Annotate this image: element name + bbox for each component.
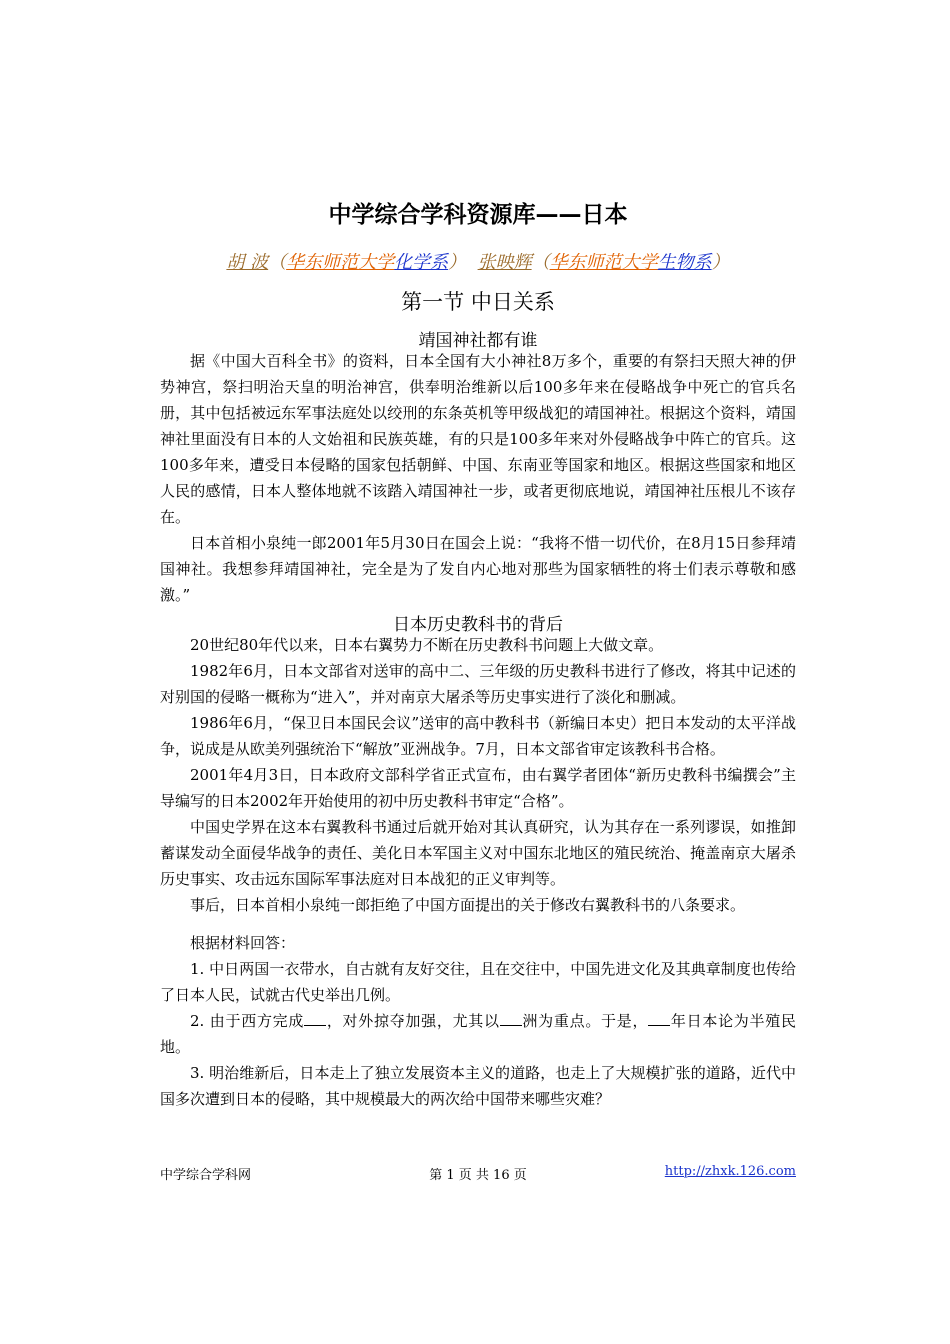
questions-intro: 根据材料回答： [190,934,296,952]
question-3: 3. 明治维新后，日本走上了独立发展资本主义的道路，也走上了大规模扩张的道路，近代中国多次遭到日本的侵略，其中规模最大的两次给中国带来哪些灾难？ [160,1064,796,1108]
paragraph: 日本首相小泉纯一郎2001年5月30日在国会上说：“我将不惜一切代价，在8月15日参拜靖国神社。我想参拜靖国神社，完全是为了发自内心地对那些为国家牺牲的将士们表示尊敬和感激。” [160,534,796,604]
question-2-part: 洲为重点。于是， [521,1012,649,1030]
answer-blank [648,1025,670,1026]
department-link-chemistry[interactable]: 化学系 [394,252,449,273]
author-link-hu-bo[interactable]: 胡 波 [226,252,269,273]
subheading-textbook: 日本历史教科书的背后 [393,615,563,635]
author-line [160,248,796,274]
question-2 [160,1008,796,1060]
part1-body [160,348,796,608]
author-link-zhang-yinghui[interactable]: 张映辉 [477,252,532,273]
subheading-yasukuni: 靖国神社都有谁 [418,331,538,351]
paragraph: 1986年6月，“保卫日本国民会议”送审的高中教科书（新编日本史）把日本发动的太平洋战争，说成是从欧美列强统治下“解放”亚洲战争。7月，日本文部省审定该教科书合格。 [160,714,796,758]
question-2-part: 年日本论为半殖民地。 [160,1012,796,1056]
university-link[interactable]: 华东师范大学 [549,252,658,273]
answer-blank [500,1025,522,1026]
paragraph: 1982年6月，日本文部省对送审的高中二、三年级的历史教科书进行了修改，将其中记述的对别国的侵略一概称为“进入”，并对南京大屠杀等历史事实进行了淡化和删减。 [160,662,796,706]
section-title: 第一节 中日关系 [401,290,555,314]
footer-page-number: 第 1 页 共 16 页 [429,1168,527,1183]
department-link-biology[interactable]: 生物系 [657,252,712,273]
paren-close: ） [448,252,467,273]
document-title: 中学综合学科资源库——日本 [328,202,628,228]
question-2-part: 2. 由于西方完成 [190,1012,305,1030]
paren-close: ） [711,252,730,273]
answer-blank [304,1025,326,1026]
footer-site-name: 中学综合学科网 [160,1168,252,1183]
footer-url-link[interactable]: http://zhxk.126.com [664,1164,796,1179]
question-1: 1. 中日两国一衣带水，自古就有友好交往，且在交往中，中国先进文化及其典章制度也传给了日本人民，试就古代史举出几例。 [160,960,796,1004]
paragraph: 据《中国大百科全书》的资料，日本全国有大小神社8万多个，重要的有祭扫天照大神的伊势神宫，祭扫明治天皇的明治神宫，供奉明治维新以后100多年来在侵略战争中死亡的官兵名册，其中包括被远东军事法庭处以绞刑的东条英机等甲级战犯的靖国神社。根据这个资料，靖国神社里面没有日本的人文始祖和民族英雄，有的只是100多年来对外侵略战争中阵亡的官兵。这100多年来，遭受日本侵略的国家包括朝鲜、中国、东南亚等国家和地区。根据这些国家和地区人民的感情，日本人整体地就不该踏入靖国神社一步，或者更彻底地说，靖国神社压根儿不该存在。 [160,352,796,526]
university-link[interactable]: 华东师范大学 [286,252,395,273]
paragraph: 中国史学界在这本右翼教科书通过后就开始对其认真研究，认为其存在一系列谬误，如推卸蓄谋发动全面侵华战争的责任、美化日本军国主义对中国东北地区的殖民统治、掩盖南京大屠杀历史事实、攻击远东国际军事法庭对日本战犯的正义审判等。 [160,818,796,888]
part2-body [160,632,796,1112]
paren-open: （ [268,252,287,273]
paragraph: 20世纪80年代以来，日本右翼势力不断在历史教科书问题上大做文章。 [190,636,664,654]
paragraph: 2001年4月3日，日本政府文部科学省正式宣布，由右翼学者团体“新历史教科书编撰会”主导编写的日本2002年开始使用的初中历史教科书审定“合格”。 [160,766,796,810]
paragraph: 事后，日本首相小泉纯一郎拒绝了中国方面提出的关于修改右翼教科书的八条要求。 [190,896,746,914]
question-2-part: ，对外掠夺加强，尤其以 [326,1012,500,1030]
paren-open: （ [531,252,550,273]
